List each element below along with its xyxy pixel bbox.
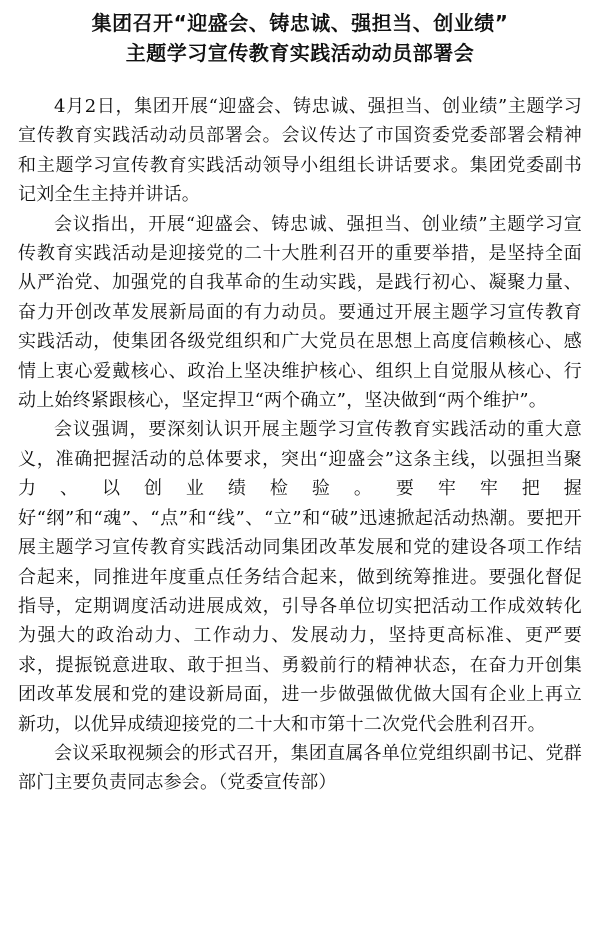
article-paragraph-4: 会议采取视频会的形式召开，集团直属各单位党组织副书记、党群部门主要负责同志参会。（党委宣传部） [18, 742, 582, 794]
article-body [18, 92, 582, 798]
article-title [18, 8, 582, 68]
article-paragraph-3: 会议强调，要深刻认识开展主题学习宣传教育实践活动的重大意义，准确把握活动的总体要求，突出“迎盛会”这条主线，以强担当聚力、以创业绩检验。要牢牢把握好“纲”和“魂”、“点”和“线”、“立”和“破”迅速掀起活动热潮。要把开展主题学习宣传教育实践活动同集团改革发展和党的建设各项工作结合起来，同推进年度重点任务结合起来，做到统筹推进。要强化督促指导，定期调度活动进展成效，引导各单位切实把活动工作成效转化为强大的政治动力、工作动力、发展动力，坚持更高标准、更严要求，提振锐意进取、敢于担当、勇毅前行的精神状态，在奋力开创集团改革发展和党的建设新局面，进一步做强做优做大国有企业上再立新功，以优异成绩迎接党的二十大和市第十二次党代会胜利召开。 [18, 419, 582, 735]
article-title-line-1: 集团召开“迎盛会、铸忠诚、强担当、创业绩” [91, 11, 509, 35]
article-title-line-2: 主题学习宣传教育实践活动动员部署会 [125, 41, 475, 65]
article-paragraph-1: 4月2日，集团开展“迎盛会、铸忠诚、强担当、创业绩”主题学习宣传教育实践活动动员部署会。会议传达了市国资委党委部署会精神和主题学习宣传教育实践活动领导小组组长讲话要求。集团党委副书记刘全生主持并讲话。 [18, 96, 582, 206]
article-paragraph-2: 会议指出，开展“迎盛会、铸忠诚、强担当、创业绩”主题学习宣传教育实践活动是迎接党的二十大胜利召开的重要举措，是坚持全面从严治党、加强党的自我革命的生动实践，是践行初心、凝聚力量、奋力开创改革发展新局面的有力动员。要通过开展主题学习宣传教育实践活动，使集团各级党组织和广大党员在思想上高度信赖核心、感情上衷心爱戴核心、政治上坚决维护核心、组织上自觉服从核心、行动上始终紧跟核心，坚定捍卫“两个确立”，坚决做到“两个维护”。 [18, 213, 582, 412]
